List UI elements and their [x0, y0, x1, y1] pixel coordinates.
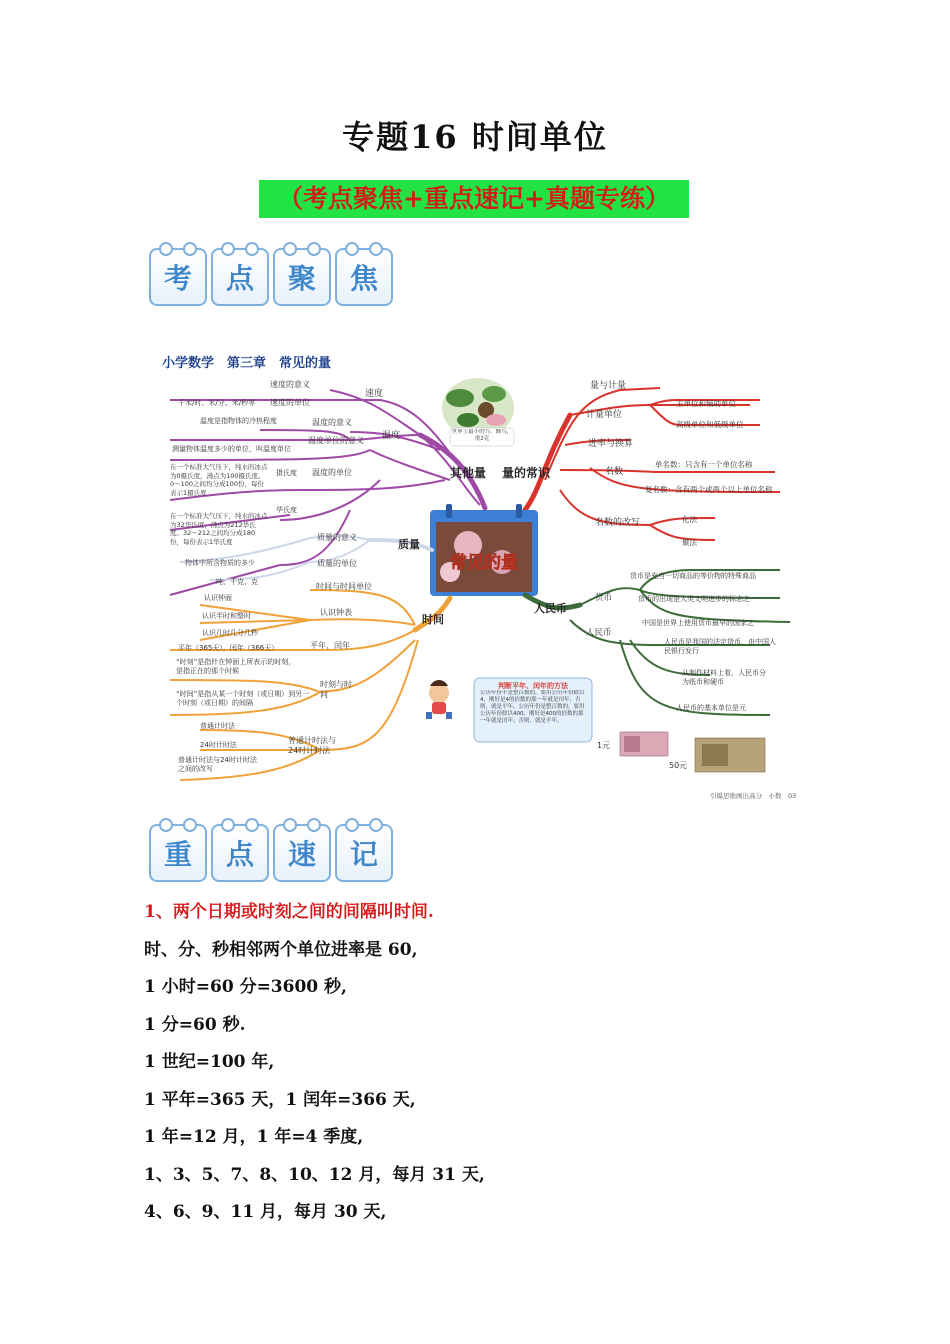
label-clock3: 认识几时几分几秒	[202, 629, 258, 637]
label-cur1: 货币是充当一切商品的等价物的特殊商品	[630, 572, 756, 580]
note-line: 1 年=12 月，1 年=4 季度,	[144, 1127, 364, 1147]
branch-time: 时间	[422, 613, 444, 626]
label-c24-3: 普通计时法与24时计时法之间的改写	[178, 756, 257, 773]
bird-note: 世界上最小的鸟：蜂鸟，重2克	[451, 429, 513, 442]
label-clock1: 认识钟面	[204, 594, 232, 602]
badge-char: 聚	[273, 248, 331, 306]
label-clock24: 普通计时法与24时计时法	[288, 736, 336, 755]
key-notes	[144, 894, 844, 1232]
branch-rmb: 人民币	[534, 602, 567, 615]
section-badge-notes	[149, 824, 393, 882]
badge-char: 重	[149, 824, 207, 882]
branch-other: 其他量	[450, 466, 487, 480]
label-temp-meaning-note: 温度是指物体的冷热程度	[200, 417, 277, 425]
label-currency: 货币	[595, 593, 613, 603]
note-line: 1、3、5、7、8、10、12 月，每月 31 天,	[144, 1164, 485, 1185]
note-line: 1 小时=60 分=3600 秒,	[144, 977, 347, 997]
mind-map	[150, 340, 800, 800]
mindmap-footer: 引爆思维画出高分 小数 03	[710, 792, 797, 800]
label-clock2: 认识半时和整时	[202, 612, 251, 620]
label-temperature: 温度	[382, 431, 401, 441]
note-line: 时、分、秒相邻两个单位进率是 60,	[144, 939, 418, 960]
label-mass-units: 吨、千克、克	[216, 578, 258, 586]
note-line: 1、两个日期或时刻之间的间隔叫时间.	[144, 902, 434, 922]
banknote-1-icon	[620, 732, 668, 756]
label-time-unit: 时间与时间单位	[316, 582, 372, 591]
label-single: 单名数：只含有一个单位名称	[655, 460, 753, 469]
label-fahrenheit: 华氏度	[276, 506, 297, 514]
label-conversion: 进率与换算	[588, 439, 634, 449]
label-simplify: 化法	[682, 515, 697, 524]
note-line: 4、6、9、11 月，每月 30 天,	[144, 1202, 387, 1222]
page-subtitle: （考点聚焦+重点速记+真题专练）	[259, 180, 689, 218]
label-measure: 量与计量	[590, 381, 627, 391]
label-yuan50: 50元	[669, 761, 688, 770]
label-leap-note: 平年（365天），闰年（366天）	[178, 644, 279, 652]
label-fahrenheit-note: 在一个标准大气压下，纯水的冰点为32华氏度，沸点为212华氏度。32～212之间均分成180份，每份表示1华氏度	[170, 512, 268, 546]
label-speed-units: 千米/时、米/分、米/秒等	[178, 399, 256, 407]
badge-char: 点	[211, 248, 269, 306]
label-celsius-note: 在一个标准大气压下，纯水的冰点为0摄氏度，沸点为100摄氏度。0～100之间均分成100份，每份表示1摄氏度	[170, 463, 268, 497]
label-temp-unit: 温度的单位	[312, 468, 352, 477]
calendar-icon	[430, 504, 538, 596]
label-c24-2: 24时计时法	[200, 741, 237, 749]
note-line: 1 世纪=100 年,	[144, 1052, 275, 1072]
label-mass-unit: 质量的单位	[317, 559, 357, 568]
label-moment: 时刻与时间	[320, 680, 352, 699]
label-combine: 聚法	[682, 538, 697, 547]
label-rewrite: 名数的改写	[595, 518, 641, 528]
note-line: 1 平年=365 天，1 闰年=366 天,	[144, 1089, 416, 1110]
label-leap: 平年、闰年	[310, 641, 350, 650]
leap-box-title: 判断平年、闰年的方法	[498, 682, 568, 690]
label-rmb-sub: 人民币	[586, 628, 612, 638]
child-icon	[426, 680, 452, 719]
badge-char: 焦	[335, 248, 393, 306]
center-topic: 常见的量	[450, 553, 518, 573]
banknote-50-icon	[695, 738, 765, 772]
label-temp-meaning: 温度的意义	[312, 418, 352, 427]
label-mass-meaning-note: 物体中所含物质的多少	[185, 559, 255, 567]
label-high-unit: 高级单位和低级单位	[676, 420, 744, 429]
badge-char: 考	[149, 248, 207, 306]
label-rmb2: 从制作材料上看，人民币分为纸币和硬币	[682, 669, 766, 686]
label-measure-unit: 计量单位	[586, 410, 623, 420]
label-temp-unit-meaning-note: 测量物体温度多少的单位，叫温度单位	[172, 445, 291, 453]
label-numbers: 名数	[605, 467, 624, 477]
label-c24-1: 普通计时法	[200, 722, 235, 730]
label-cur3: 中国是世界上使用货币最早的国家之一	[642, 619, 761, 627]
label-speed: 速度	[365, 389, 384, 399]
note-line: 1 分=60 秒.	[144, 1014, 246, 1035]
label-rmb1: 人民币是我国的法定货币，由中国人民银行发行	[664, 638, 776, 655]
label-cur2: 货币的出现是人类文明进步的标志之一	[638, 595, 757, 603]
label-moment-note1: “时刻”是指针在钟面上所表示的时刻，是指正在的那个时候	[176, 658, 296, 675]
badge-char: 速	[273, 824, 331, 882]
page-title: 专题16 时间单位	[342, 118, 608, 156]
label-moment-note2: “时间”是指从某一个时刻（或日期）到另一个时刻（或日期）的间隔	[176, 690, 310, 707]
label-speed-unit: 速度的单位	[270, 398, 310, 407]
label-mass-meaning: 质量的意义	[317, 533, 357, 542]
leap-box-text: 公历年份不是整百数的，要用公历年份除以4，刚好是4的倍数的那一年就是闰年；否则，就是平年。公历年份是整百数的，要用公历年份除以400，刚好是400的倍数的那一年就是闰年；否则，就是平年。	[480, 690, 585, 724]
badge-char: 记	[335, 824, 393, 882]
section-badge-focus	[149, 248, 393, 306]
label-temp-unit-meaning: 温度单位的意义	[308, 436, 364, 445]
branch-common: 量的常识	[502, 466, 551, 480]
label-main-unit: 主单位和辅助单位	[676, 399, 736, 408]
label-clock: 认识钟表	[320, 608, 352, 617]
label-speed-meaning: 速度的意义	[270, 380, 310, 389]
branch-mass: 质量	[398, 538, 420, 551]
badge-char: 点	[211, 824, 269, 882]
label-yuan1: 1元	[597, 741, 611, 750]
label-celsius: 摄氏度	[276, 469, 297, 477]
mindmap-header: 小学数学 第三章 常见的量	[162, 356, 332, 371]
label-compound: 复名数：含有两个或两个以上单位名称	[645, 485, 773, 494]
label-rmb3: 人民币的基本单位是元	[676, 704, 746, 712]
